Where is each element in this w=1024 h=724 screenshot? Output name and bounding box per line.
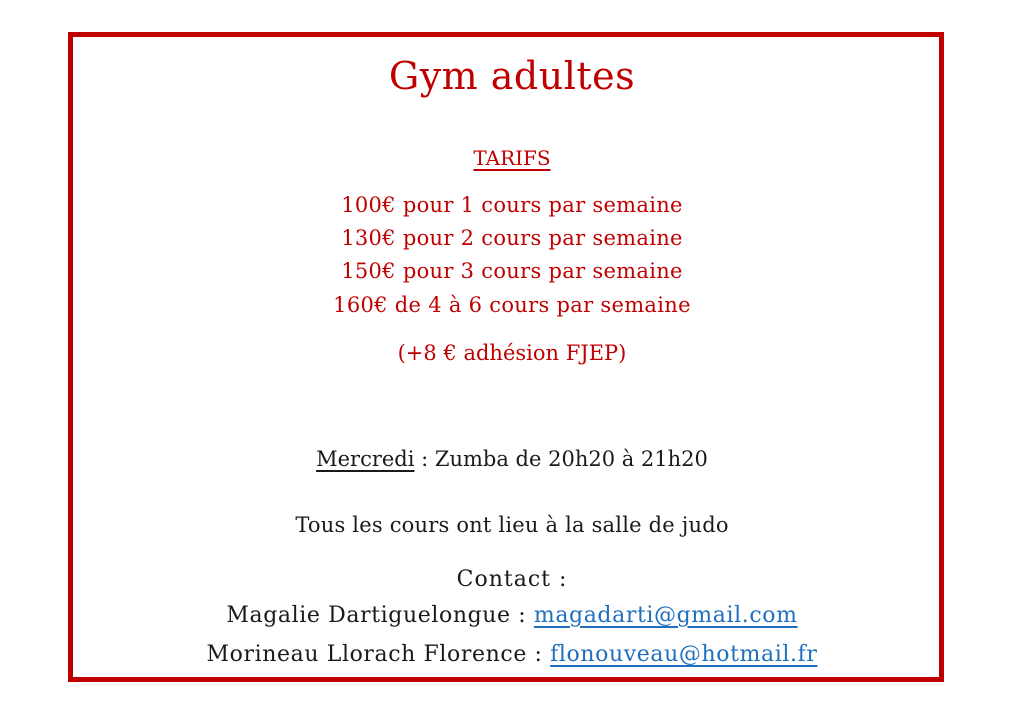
contact-name-2: Morineau Llorach Florence : xyxy=(206,642,551,667)
location-line: Tous les cours ont lieu à la salle de judo xyxy=(295,513,729,537)
price-line-3: 150€ pour 3 cours par semaine xyxy=(341,259,683,283)
page-title: Gym adultes xyxy=(388,54,636,98)
schedule-details: : Zumba de 20h20 à 21h20 xyxy=(414,447,708,471)
membership-fee: (+8 € adhésion FJEP) xyxy=(397,341,627,365)
price-line-4: 160€ de 4 à 6 cours par semaine xyxy=(333,293,691,317)
tarifs-heading: TARIFS xyxy=(473,146,551,170)
price-line-2: 130€ pour 2 cours par semaine xyxy=(341,226,683,250)
contact-line-2 xyxy=(0,642,1024,667)
contact-heading: Contact : xyxy=(456,567,568,592)
price-line-1: 100€ pour 1 cours par semaine xyxy=(341,193,683,217)
schedule-line xyxy=(0,447,1024,471)
schedule-day: Mercredi xyxy=(316,447,415,471)
contact-email-link-2[interactable]: flonouveau@hotmail.fr xyxy=(550,642,818,667)
contact-name-1: Magalie Dartiguelongue : xyxy=(226,603,534,628)
contact-line-1 xyxy=(0,603,1024,628)
contact-email-link-1[interactable]: magadarti@gmail.com xyxy=(533,603,798,628)
